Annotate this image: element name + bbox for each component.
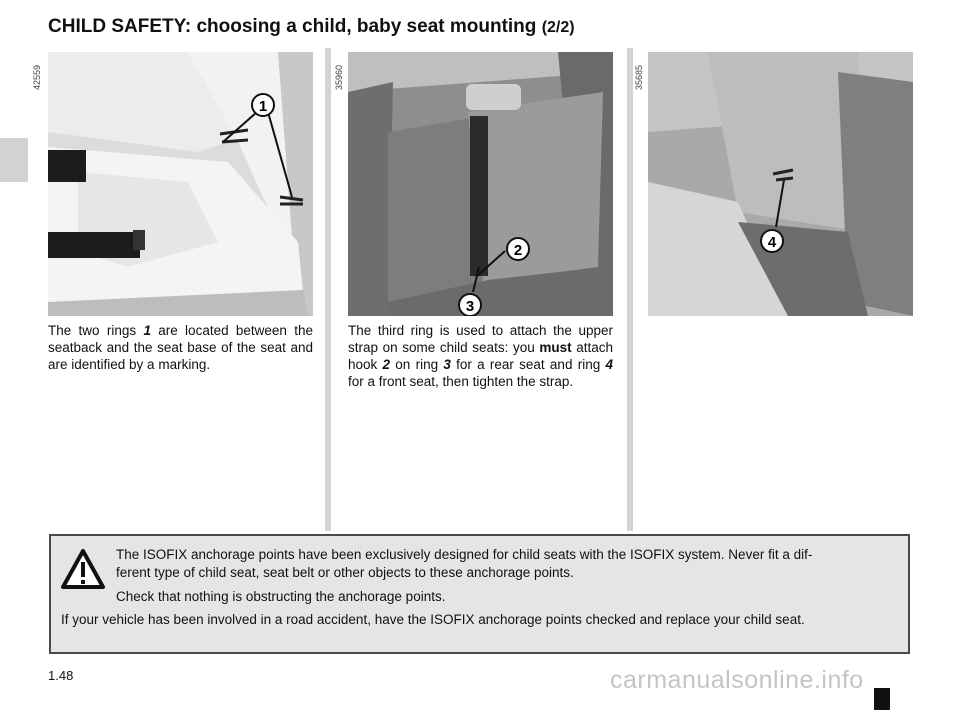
figure-front-seat-anchor [648, 52, 913, 316]
watermark: carmanualsonline.info [610, 666, 864, 694]
warning-text-line: ferent type of child seat, seat belt or other objects to these anchorage points. [116, 565, 574, 580]
page-fraction: (2/2) [541, 19, 575, 36]
figure-rear-seat-rings [48, 52, 313, 316]
figure-boot-anchor [348, 52, 613, 316]
callout-label: 2 [513, 242, 523, 259]
warning-text-line: If your vehicle has been involved in a road accident, have the ISOFIX anchorage points checked and replace your child seat. [61, 612, 805, 627]
callout-label: 1 [258, 98, 268, 115]
callout-label: 3 [465, 298, 475, 315]
figure-ref: 42559 [32, 64, 42, 90]
warning-text-line: The ISOFIX anchorage points have been exclusively designed for child seats with the ISOFIX system. Never fit a dif- [116, 547, 813, 562]
warning-text-line: Check that nothing is obstructing the anchorage points. [116, 589, 446, 604]
caption-third-ring: The third ring is used to attach the upper strap on some child seats: you must attach hook 2 on ring 3 for a rear seat and ring 4 for a front seat, then tighten the strap. [348, 323, 614, 389]
caption-rings: The two rings 1 are located between the seatback and the seat base of the seat and are identified by a marking. [48, 323, 313, 372]
column-divider [627, 48, 633, 531]
page-title: CHILD SAFETY: choosing a child, baby seat mounting (2/2) [48, 16, 575, 37]
figure-ref: 35960 [334, 64, 344, 90]
column-divider [325, 48, 331, 531]
page-number: 1.48 [48, 668, 74, 683]
section-tab [0, 138, 28, 182]
warning-triangle-icon [60, 548, 106, 590]
corner-mark [874, 688, 890, 710]
warning-box [49, 534, 910, 654]
figure-ref: 35685 [634, 64, 644, 90]
callout-label: 4 [767, 234, 777, 251]
